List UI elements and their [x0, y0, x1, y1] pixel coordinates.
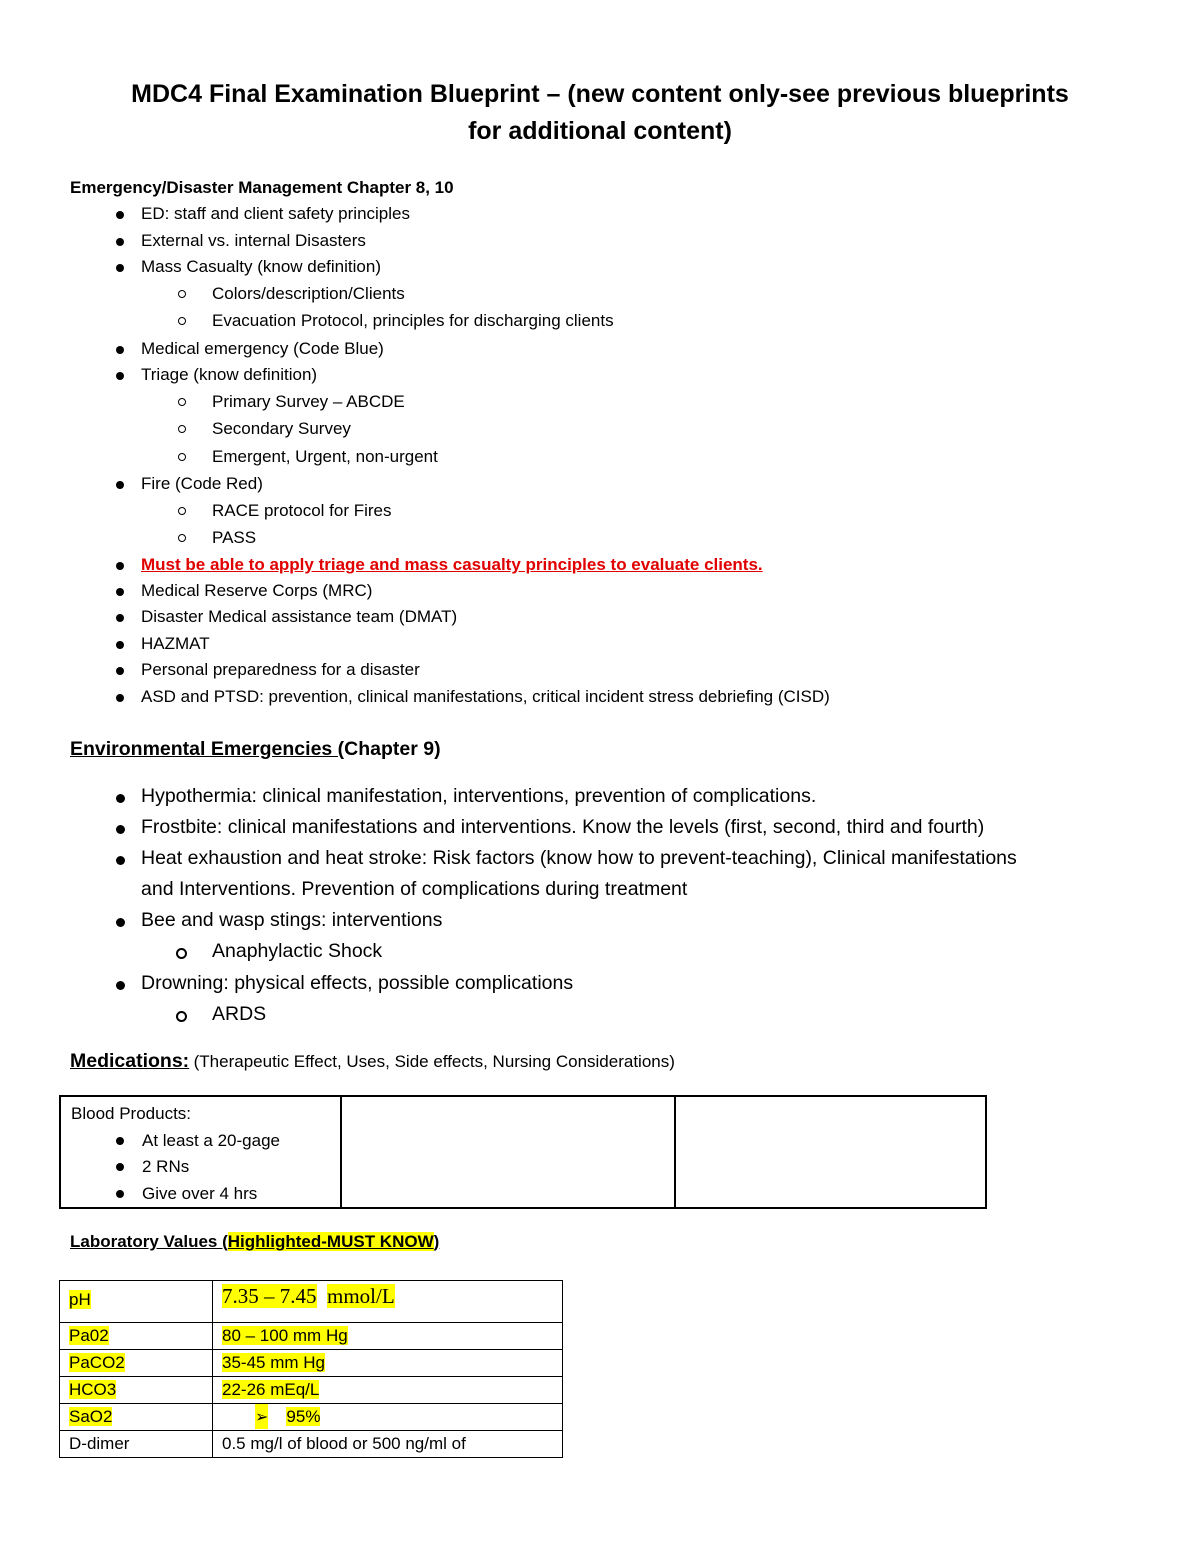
lab-value-cell — [213, 1281, 563, 1323]
list-item: Medical emergency (Code Blue) — [141, 339, 384, 358]
list-item: ED: staff and client safety principles — [141, 204, 410, 223]
list-item: Anaphylactic Shock — [212, 940, 383, 962]
medications-cell-blood-products — [60, 1096, 341, 1208]
cell-bullet-item — [71, 1181, 340, 1208]
medications-heading: Medications: — [70, 1050, 190, 1072]
bullet-icon — [116, 667, 124, 675]
list-item: Fire (Code Red) — [141, 474, 263, 493]
environmental-heading-rest: Chapter 9) — [344, 738, 441, 760]
lab-name: D-dimer — [69, 1434, 130, 1453]
bullet-icon — [116, 372, 124, 380]
medications-table — [59, 1095, 987, 1209]
lab-name-cell — [60, 1350, 213, 1377]
lab-value-cell — [213, 1323, 563, 1350]
cell-title: Blood Products: — [71, 1104, 192, 1123]
list-item-continuation: and Interventions. Prevention of complications during treatment — [141, 878, 688, 900]
lab-name-cell — [60, 1431, 213, 1458]
lab-value-cell — [213, 1404, 563, 1431]
table-row — [60, 1350, 563, 1377]
bullet-icon — [116, 1137, 124, 1145]
bullet-icon — [116, 1190, 124, 1198]
lab-name: PaCO2 — [69, 1353, 125, 1372]
list-item: Hypothermia: clinical manifestation, interventions, prevention of complications. — [141, 785, 817, 807]
circle-bullet-icon — [178, 453, 186, 461]
list-item: Secondary Survey — [212, 419, 351, 438]
lab-name-cell — [60, 1323, 213, 1350]
bullet-icon — [116, 641, 124, 649]
lab-value: 22-26 mEq/L — [222, 1380, 320, 1399]
bullet-icon — [116, 825, 125, 834]
lab-unit: mmol/L — [327, 1284, 395, 1308]
lab-heading — [70, 1232, 439, 1252]
medications-subtitle: (Therapeutic Effect, Uses, Side effects, Nursing Considerations) — [193, 1052, 675, 1071]
list-item: HAZMAT — [141, 634, 210, 653]
lab-value: 7.35 – 7.45 — [222, 1284, 317, 1308]
list-item: Colors/description/Clients — [212, 284, 405, 303]
table-row — [60, 1431, 563, 1458]
table-row — [60, 1377, 563, 1404]
arrow-right-icon: ➢ — [255, 1404, 268, 1429]
bullet-icon — [116, 211, 124, 219]
list-item: Emergent, Urgent, non-urgent — [212, 447, 438, 466]
lab-name-cell — [60, 1281, 213, 1323]
lab-value: 35-45 mm Hg — [222, 1353, 325, 1372]
title-line-2: for additional content) — [468, 117, 732, 145]
lab-value: 0.5 mg/l of blood or 500 ng/ml of — [222, 1434, 466, 1453]
lab-heading-highlight: Highlighted-MUST KNOW — [227, 1232, 434, 1251]
cell-bullet-item — [71, 1128, 340, 1155]
environmental-heading-underlined: Environmental Emergencies ( — [70, 738, 345, 760]
circle-bullet-icon — [178, 534, 186, 542]
lab-heading-prefix: Laboratory Values ( — [70, 1232, 228, 1251]
cell-bullet-text: At least a 20-gage — [142, 1130, 280, 1150]
list-item: ASD and PTSD: prevention, clinical manifestations, critical incident stress debriefing (CISD) — [141, 687, 830, 706]
list-item: Evacuation Protocol, principles for discharging clients — [212, 311, 614, 330]
bullet-icon — [116, 238, 124, 246]
circle-bullet-icon — [178, 507, 186, 515]
emergency-heading: Emergency/Disaster Management Chapter 8, 10 — [70, 178, 454, 197]
cell-bullet-item — [71, 1154, 340, 1181]
emphasis-list-item: Must be able to apply triage and mass casualty principles to evaluate clients. — [141, 555, 763, 574]
list-item: Frostbite: clinical manifestations and interventions. Know the levels (first, second, third and fourth) — [141, 816, 985, 838]
lab-value: 80 – 100 mm Hg — [222, 1326, 348, 1345]
list-item: Primary Survey – ABCDE — [212, 392, 405, 411]
lab-name: HCO3 — [69, 1380, 117, 1399]
cell-bullet-text: Give over 4 hrs — [142, 1183, 258, 1203]
medications-heading-line — [70, 1050, 675, 1073]
bullet-icon — [116, 588, 124, 596]
lab-values-table — [59, 1280, 563, 1458]
list-item: External vs. internal Disasters — [141, 231, 366, 250]
bullet-icon — [116, 856, 125, 865]
list-item: Bee and wasp stings: interventions — [141, 909, 443, 931]
bullet-icon — [116, 694, 124, 702]
bullet-icon — [116, 1163, 124, 1171]
lab-name-cell — [60, 1377, 213, 1404]
lab-name: Pa02 — [69, 1326, 109, 1345]
lab-value: 95% — [286, 1407, 321, 1426]
bullet-icon — [116, 981, 125, 990]
list-item: Medical Reserve Corps (MRC) — [141, 581, 373, 600]
lab-name: pH — [69, 1290, 91, 1309]
list-item: Personal preparedness for a disaster — [141, 660, 420, 679]
bullet-icon — [116, 264, 124, 272]
circle-bullet-icon — [178, 398, 186, 406]
list-item: Heat exhaustion and heat stroke: Risk factors (know how to prevent-teaching), Clinical manifestations — [141, 847, 1017, 869]
bullet-icon — [116, 346, 124, 354]
document-title — [60, 76, 1140, 150]
lab-value-cell — [213, 1431, 563, 1458]
table-row — [60, 1323, 563, 1350]
lab-name: SaO2 — [69, 1407, 113, 1426]
list-item: RACE protocol for Fires — [212, 501, 392, 520]
list-item: ARDS — [212, 1003, 267, 1025]
list-item: PASS — [212, 528, 257, 547]
circle-bullet-icon — [178, 317, 186, 325]
list-item: Triage (know definition) — [141, 365, 318, 384]
bullet-icon — [116, 481, 124, 489]
table-row — [60, 1281, 563, 1323]
circle-bullet-icon — [176, 1011, 187, 1022]
bullet-icon — [116, 562, 124, 570]
circle-bullet-icon — [176, 948, 187, 959]
bullet-icon — [116, 794, 125, 803]
bullet-icon — [116, 614, 124, 622]
list-item: Mass Casualty (know definition) — [141, 257, 381, 276]
list-item: Disaster Medical assistance team (DMAT) — [141, 607, 458, 626]
lab-name-cell — [60, 1404, 213, 1431]
lab-heading-suffix: ) — [433, 1232, 440, 1251]
lab-value-cell — [213, 1350, 563, 1377]
list-item: Drowning: physical effects, possible complications — [141, 972, 574, 994]
circle-bullet-icon — [178, 425, 186, 433]
environmental-heading — [70, 738, 441, 761]
table-row — [60, 1404, 563, 1431]
title-line-1: MDC4 Final Examination Blueprint – (new content only-see previous blueprints — [131, 80, 1069, 108]
cell-bullet-text: 2 RNs — [142, 1157, 190, 1176]
medications-cell-empty — [675, 1096, 986, 1208]
bullet-icon — [116, 918, 125, 927]
lab-value-cell — [213, 1377, 563, 1404]
medications-cell-empty — [341, 1096, 675, 1208]
circle-bullet-icon — [178, 290, 186, 298]
